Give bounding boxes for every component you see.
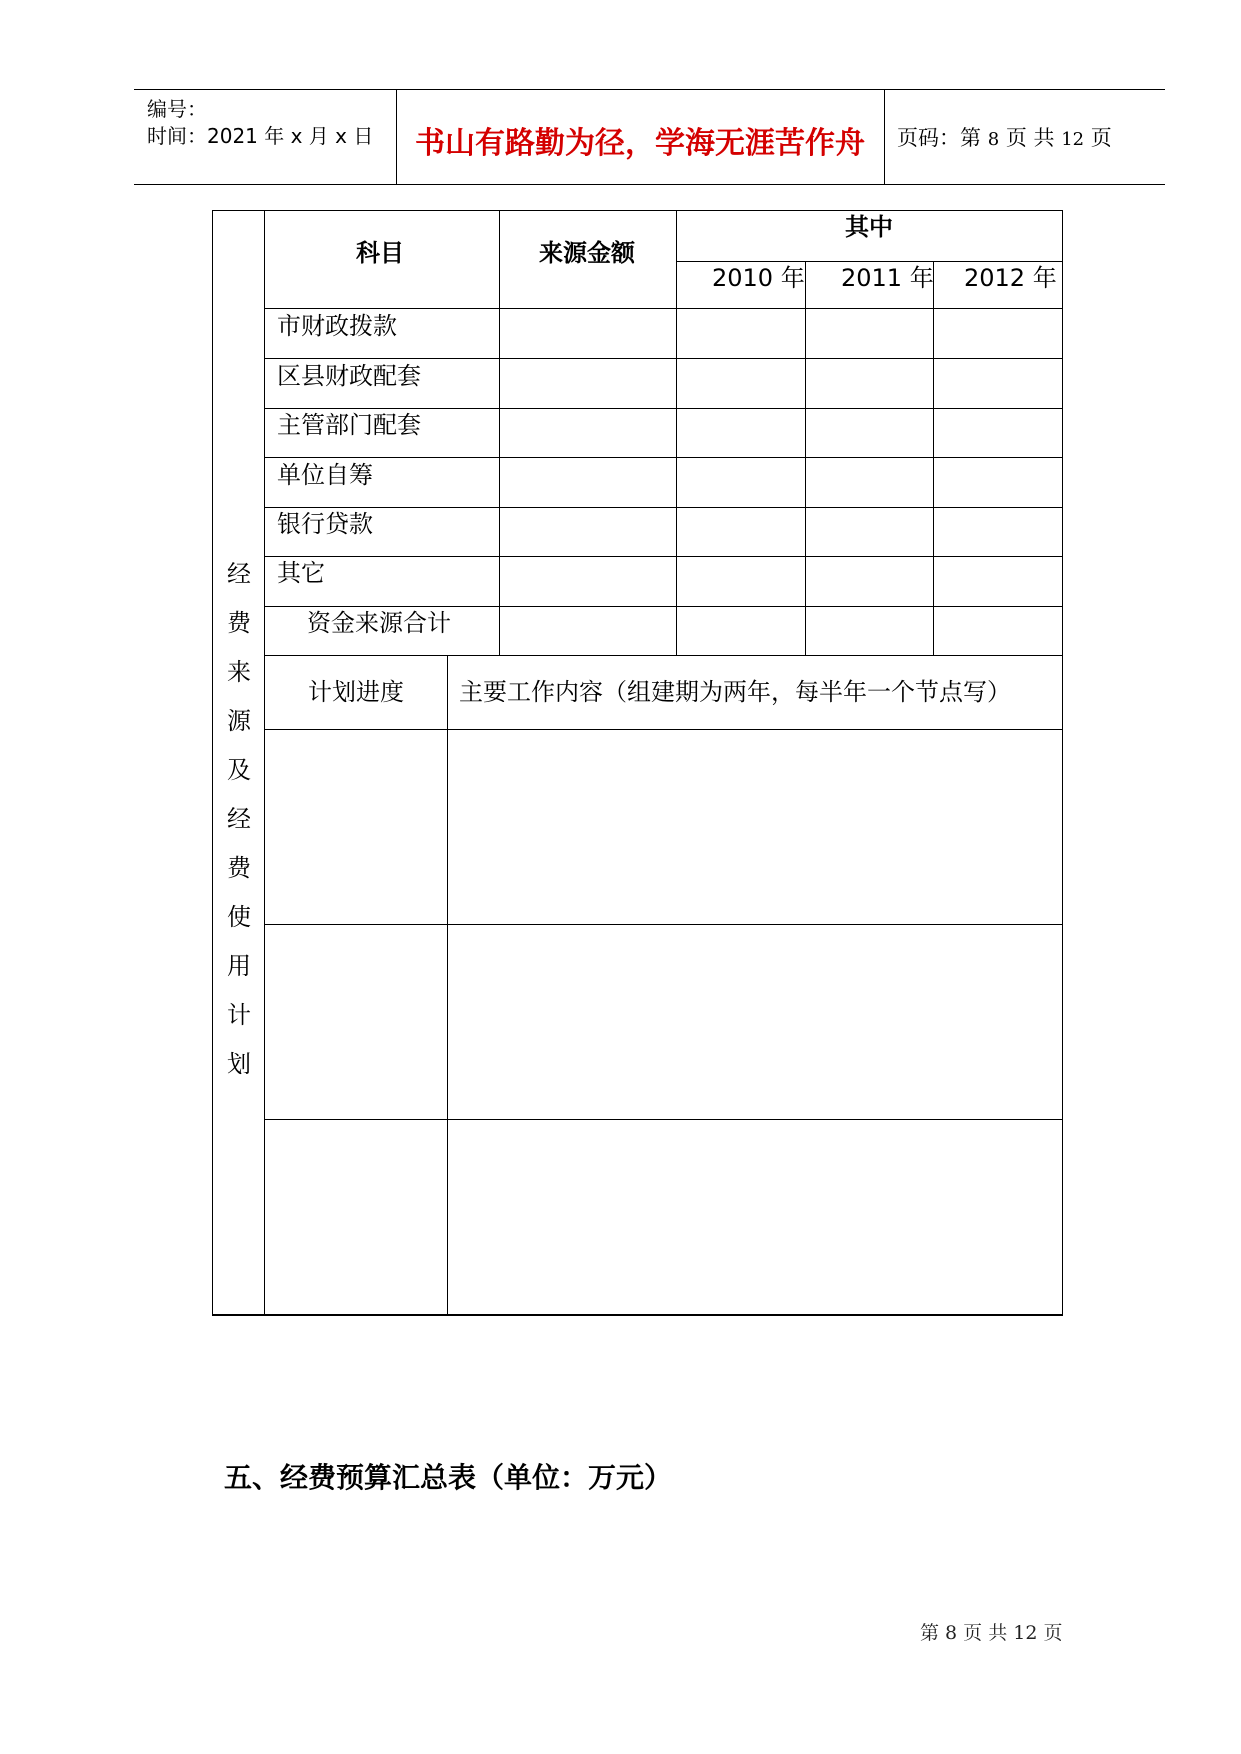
col-divider-2010 [805, 261, 806, 655]
plan-header-line [264, 729, 1063, 730]
row-label-bank-loan: 银行贷款 [277, 510, 373, 538]
vertical-char: 经 [227, 560, 251, 588]
header-meta [134, 90, 397, 184]
vertical-char: 及 [227, 756, 251, 784]
plan-progress-header: 计划进度 [308, 678, 404, 706]
date-label: 时间：2021 年 x 月 x 日 [147, 124, 374, 148]
col-header-year-2010: 2010 年 [712, 264, 805, 292]
col-header-among: 其中 [845, 213, 893, 241]
vertical-char: 划 [227, 1050, 251, 1078]
col-divider-2011 [933, 261, 934, 655]
plan-row-line [264, 924, 1063, 925]
row-line [264, 358, 1063, 359]
row-line [264, 655, 1063, 656]
plan-content-header: 主要工作内容（组建期为两年，每半年一个节点写） [459, 678, 1011, 706]
vertical-char: 费 [227, 609, 251, 637]
vertical-char: 源 [227, 707, 251, 735]
vertical-char: 用 [227, 952, 251, 980]
page-prefix: 页码：第 [897, 126, 981, 150]
row-line [264, 556, 1063, 557]
page-header [134, 89, 1165, 185]
page-mid: 页 共 [1005, 126, 1055, 150]
row-line [264, 457, 1063, 458]
vertical-char: 来 [227, 658, 251, 686]
page-total: 12 [1061, 129, 1085, 150]
row-label-department: 主管部门配套 [277, 411, 421, 439]
row-label-other: 其它 [277, 559, 325, 587]
row-label-self-raised: 单位自筹 [277, 461, 373, 489]
col-divider-subject [499, 210, 500, 655]
row-label-total: 资金来源合计 [307, 609, 451, 637]
col-header-subject: 科目 [356, 239, 404, 267]
vertical-char: 计 [227, 1001, 251, 1029]
col-divider-amount [676, 210, 677, 655]
table-border-right [1062, 210, 1063, 1315]
plan-row-line [264, 1119, 1063, 1120]
vertical-char: 使 [227, 903, 251, 931]
among-underline [676, 261, 1063, 262]
header-page-cell [885, 90, 1165, 184]
section-vertical-label [212, 550, 266, 1089]
col-header-year-2012: 2012 年 [964, 264, 1057, 292]
vertical-char: 费 [227, 854, 251, 882]
header-page-number [897, 122, 1112, 152]
section-title: 五、经费预算汇总表（单位：万元） [224, 1461, 673, 1494]
serial-number-label: 编号： [147, 97, 207, 121]
row-line [264, 408, 1063, 409]
page-footer: 第 8 页 共 12 页 [920, 1622, 1063, 1644]
col-header-year-2011: 2011 年 [841, 264, 934, 292]
row-label-city-finance: 市财政拨款 [277, 312, 397, 340]
row-line [264, 507, 1063, 508]
col-header-amount: 来源金额 [539, 239, 635, 267]
table-border-top [212, 210, 1063, 211]
header-motto: 书山有路勤为径，学海无涯苦作舟 [415, 126, 865, 161]
page-suffix: 页 [1090, 126, 1112, 150]
vertical-char: 经 [227, 805, 251, 833]
row-line [264, 606, 1063, 607]
row-label-county-finance: 区县财政配套 [277, 362, 421, 390]
header-motto-cell [396, 90, 885, 184]
row-line [264, 308, 1063, 309]
plan-col-divider [447, 655, 448, 1315]
page-current: 8 [987, 129, 1000, 150]
table-border-bottom [212, 1314, 1063, 1316]
